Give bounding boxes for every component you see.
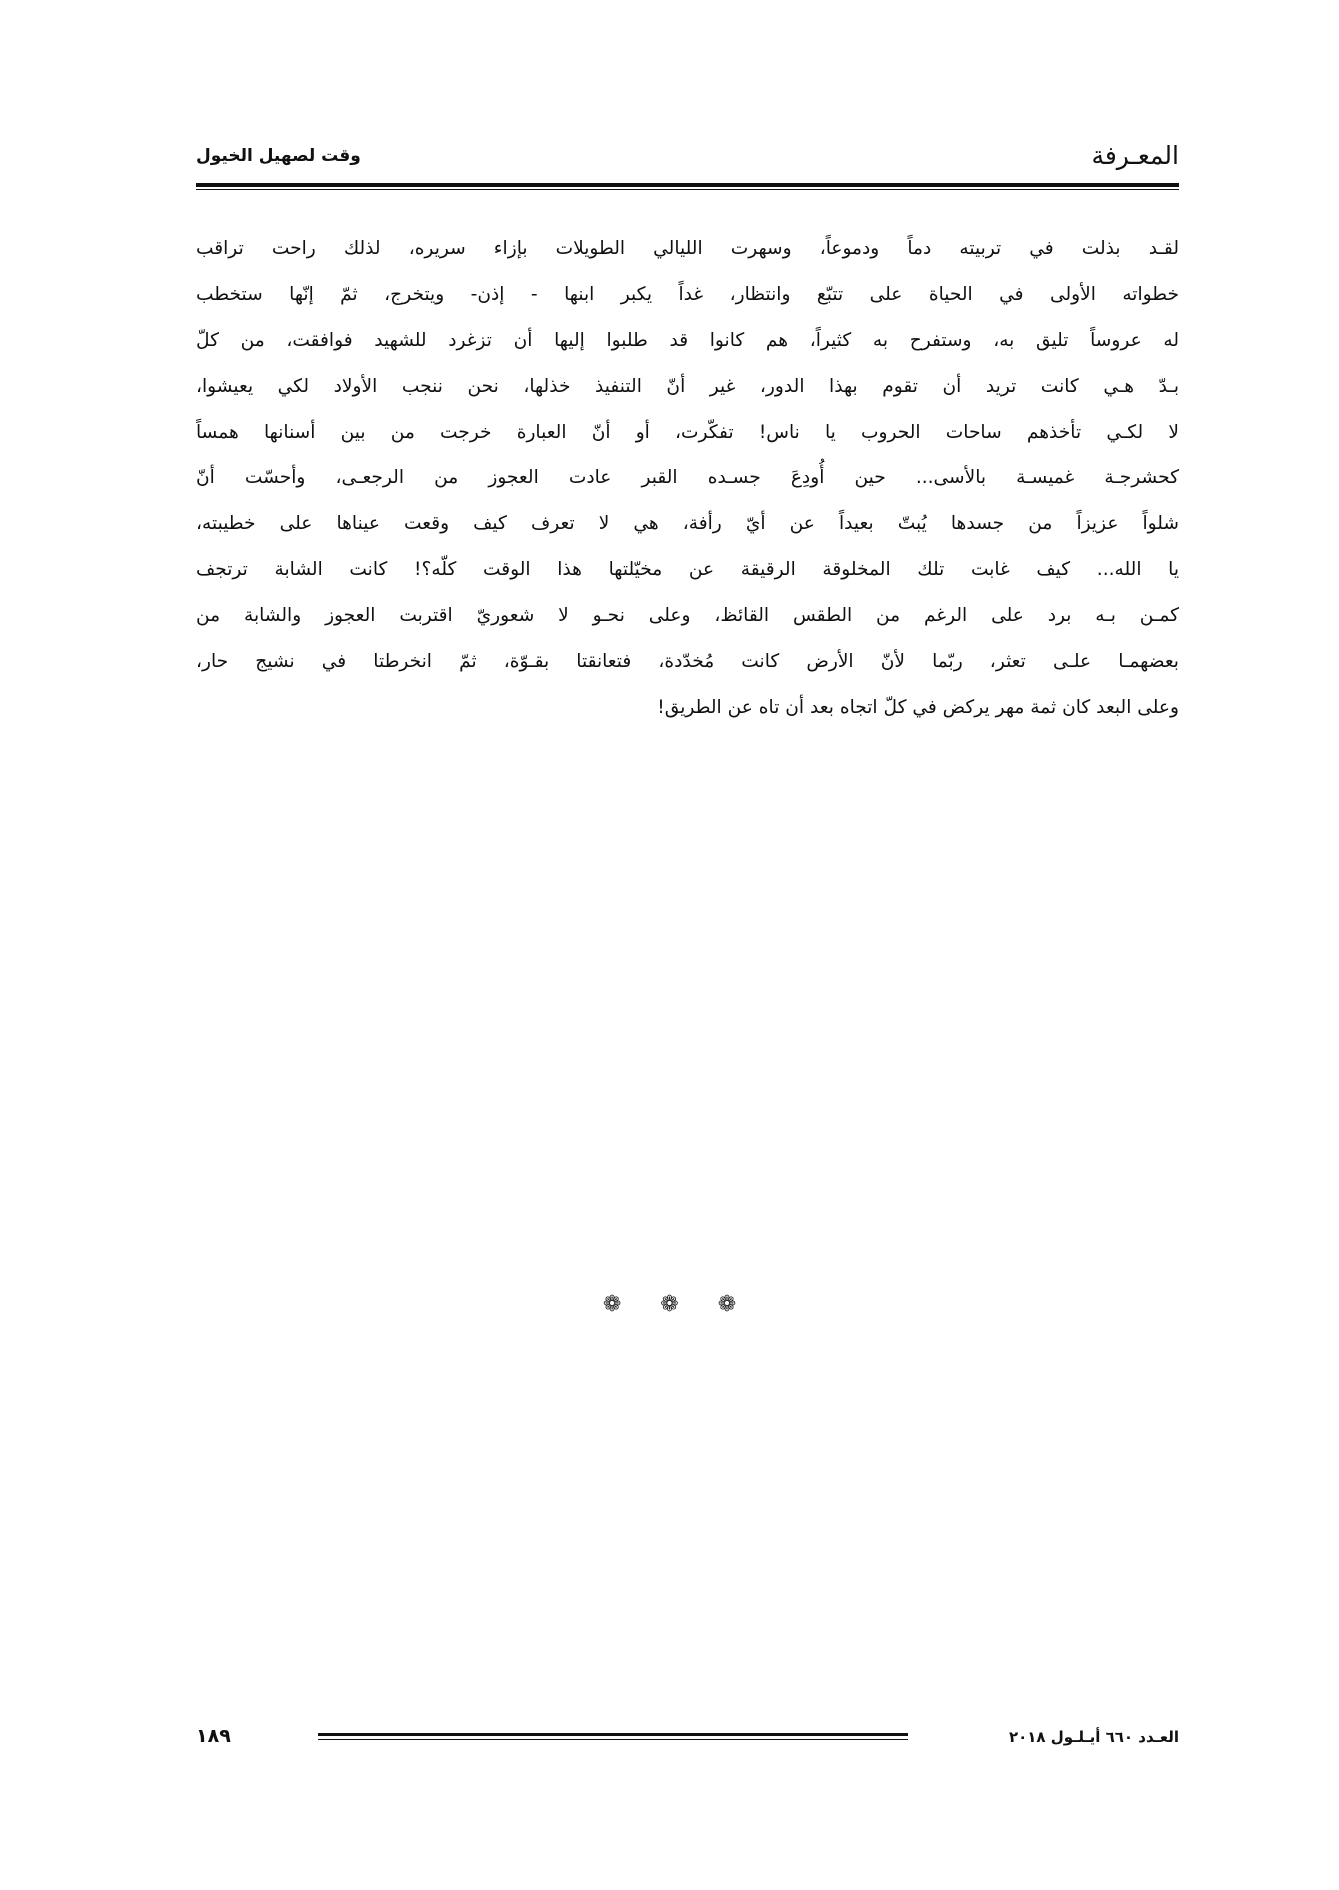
- page-header: [196, 138, 1179, 178]
- section-separator: [0, 1292, 1339, 1317]
- body-line: له عروساً تليق به، وستفرح به كثيراً، هم كانوا قد طلبوا إليها أن تزغرد للشهيد فوافقت، من كلّ: [196, 329, 1179, 351]
- body-line-final: وعلى البعد كان ثمة مهر يركض في كلّ اتجاه بعد أن تاه عن الطريق!: [657, 696, 1179, 718]
- body-line: بـدّ هـي كانت تريد أن تقوم بهذا الدور، غير أنّ التنفيذ خذلها، نحن ننجب الأولاد لكي يعيشوا،: [196, 375, 1179, 397]
- footer-divider-thick: [318, 1733, 908, 1736]
- flower-ornament-icon: ❁: [602, 1292, 622, 1317]
- flower-ornament-icon: ❁: [717, 1292, 737, 1317]
- header-divider-thin: [196, 189, 1179, 190]
- body-line: كمـن بـه برد على الرغم من الطقس القائظ، وعلى نحـو لا شعوريّ اقتربت العجوز والشابة من: [196, 605, 1179, 627]
- page-number: ١٨٩: [196, 1725, 231, 1747]
- issue-info: العـدد ٦٦٠ أيـلـول ٢٠١٨: [1008, 1728, 1179, 1746]
- footer-divider-thin: [318, 1739, 908, 1740]
- article-body: [196, 226, 1179, 731]
- header-divider-thick: [196, 183, 1179, 187]
- flower-ornament-icon: ❁: [660, 1292, 679, 1317]
- body-line: يا الله... كيف غابت تلك المخلوقة الرقيقة عن مخيّلتها هذا الوقت كلّه؟! كانت الشابة ترتجف: [196, 559, 1179, 581]
- body-line: لا لكـي تأخذهم ساحات الحروب يا ناس! تفكّرت، أو أنّ العبارة خرجت من بين أسنانها همساً: [196, 421, 1179, 443]
- page-footer: [196, 1722, 1179, 1752]
- running-article-title: وقت لصهيل الخيول: [196, 146, 361, 166]
- body-line: لقـد بذلت في تربيته دماً ودموعاً، وسهرت الليالي الطويلات بإزاء سريره، لذلك راحت تراقب: [196, 238, 1179, 259]
- body-line: شلواً عزيزاً من جسدها يُبتّ بعيداً عن أيّ رأفة، هي لا تعرف كيف وقعت عيناها على خطيبته،: [196, 513, 1179, 535]
- body-line: كحشرجـة غميسـة بالأسى... حين أُودِعَ جسـده القبر عادت العجوز من الرجعـى، وأحسّت أنّ: [196, 467, 1179, 489]
- magazine-masthead: المعـرفة: [1091, 141, 1179, 170]
- body-line: بعضهمـا علـى تعثر، ربّما لأنّ الأرض كانت مُخدّدة، فتعانقتا بقـوّة، ثمّ انخرطتا في نشيج حار،: [196, 651, 1179, 673]
- body-line: خطواته الأولى في الحياة على تتبّع وانتظار، غداً يكبر ابنها - إذن- ويتخرج، ثمّ إنّها ستخطب: [196, 283, 1179, 305]
